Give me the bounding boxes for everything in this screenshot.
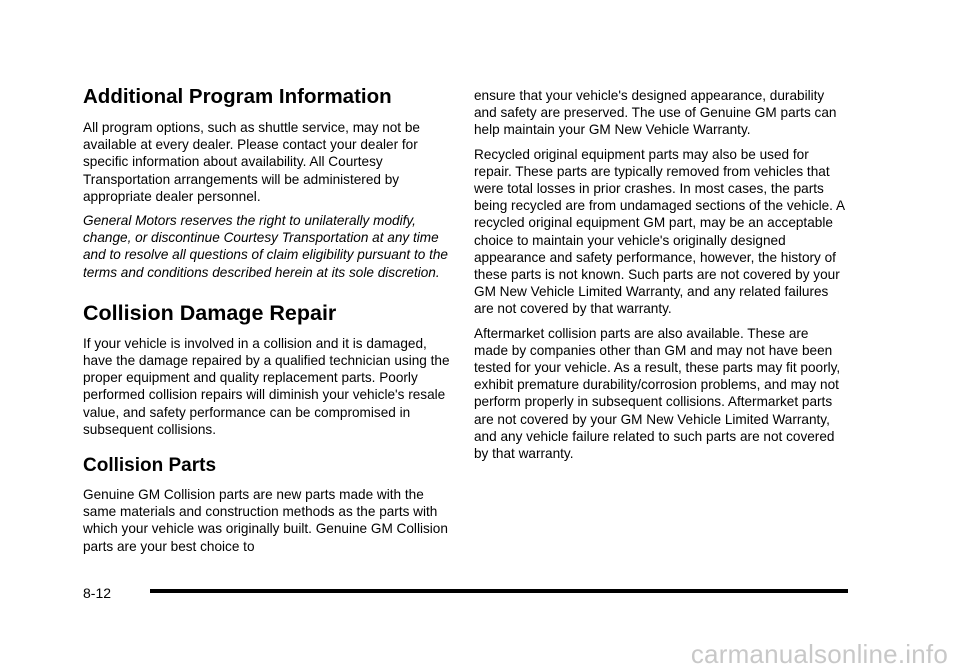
heading-additional-program-information: Additional Program Information bbox=[83, 85, 392, 108]
paragraph-program-options: All program options, such as shuttle service, may not be available at every dealer. Please contact your dealer for specific information about availability. All Courtesy Transportation arrangements will be administered by appropriate dealer personnel. bbox=[83, 120, 420, 204]
watermark-text: carmanualsonline.info bbox=[690, 639, 948, 669]
heading-collision-damage-repair: Collision Damage Repair bbox=[83, 300, 337, 325]
right-column bbox=[474, 87, 846, 469]
paragraph-genuine-gm-parts: Genuine GM Collision parts are new parts made with the same materials and construction methods as the parts with which your vehicle was originally built. Genuine GM Collision parts are your best choice to bbox=[83, 487, 448, 554]
paragraph-recycled-parts: Recycled original equipment parts may also be used for repair. These parts are typically removed from vehicles that were total losses in prior crashes. In most cases, the parts being recycled are from undamaged sections of the vehicle. A recycled original equipment GM part, may be an acceptable choice to maintain your vehicle's originally designed appearance and safety performance, however, the history of these parts is not known. Such parts are not covered by your GM New Vehicle Limited Warranty, and any related failures are not covered by that warranty. bbox=[474, 146, 845, 317]
paragraph-aftermarket-parts: Aftermarket collision parts are also available. These are made by companies other than GM and may not have been tested for your vehicle. As a result, these parts may fit poorly, exhibit premature durability/corrosion problems, and may not perform properly in subsequent collisions. Aftermarket parts are not covered by your GM New Vehicle Limited Warranty, and any vehicle failure related to such parts are not covered by that warranty. bbox=[474, 325, 841, 462]
left-column bbox=[83, 78, 455, 562]
footer-divider bbox=[150, 589, 848, 593]
paragraph-collision-repair: If your vehicle is involved in a collision and it is damaged, have the damage repaired by a qualified technician using the proper equipment and quality replacement parts. Poorly performed collision repairs will diminish your vehicle's resale value, and safety performance can be compromised in subsequent collisions. bbox=[83, 335, 450, 437]
page-number: 8-12 bbox=[83, 585, 112, 601]
paragraph-designed-appearance: ensure that your vehicle's designed appearance, durability and safety are preserved. The use of Genuine GM parts can help maintain your GM New Vehicle Warranty. bbox=[474, 88, 837, 138]
heading-collision-parts: Collision Parts bbox=[83, 455, 217, 477]
paragraph-gm-reserves-right: General Motors reserves the right to unilaterally modify, change, or discontinue Courtesy Transportation at any time and to resolve all questions of claim eligibility pursuant to the terms and conditions described herein at its sole discretion. bbox=[83, 213, 448, 280]
